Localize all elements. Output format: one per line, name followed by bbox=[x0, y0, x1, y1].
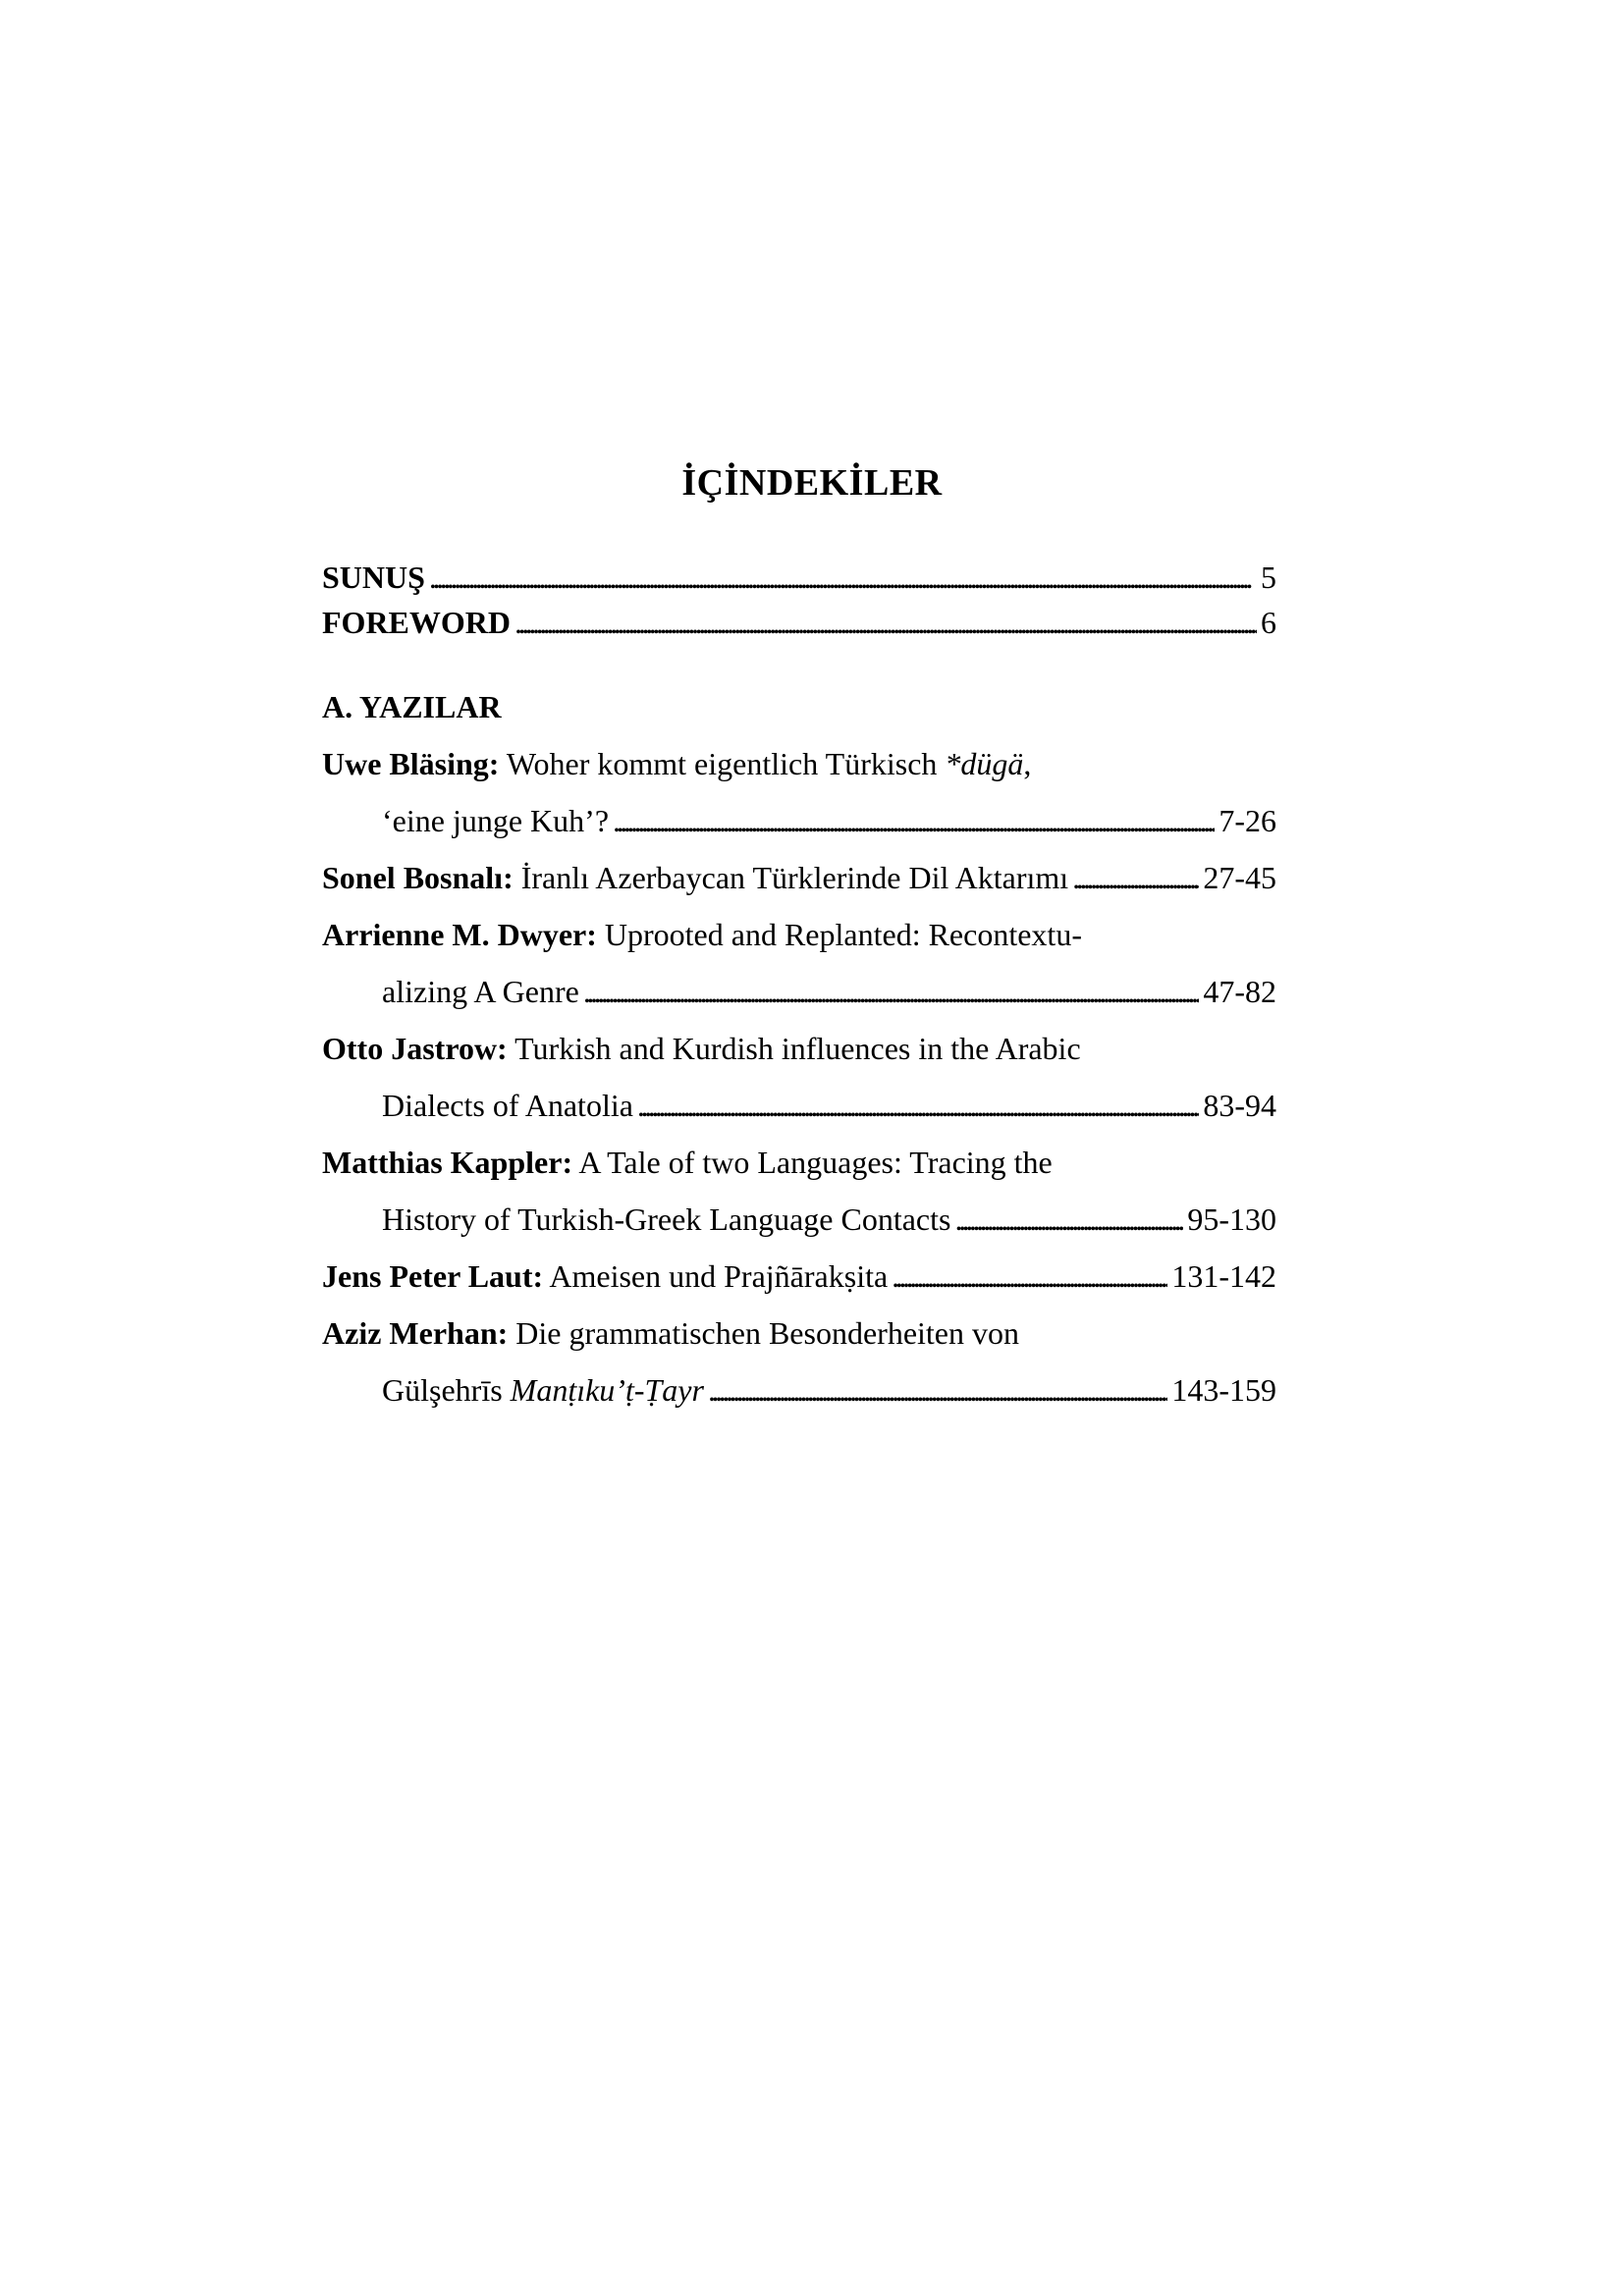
toc-page-number: 83-94 bbox=[1203, 1088, 1276, 1123]
toc-entry-title-punct: , bbox=[1023, 746, 1032, 781]
toc-author: Jens Peter Laut: bbox=[322, 1258, 544, 1294]
toc-entry-dwyer-line2[interactable] bbox=[382, 970, 1276, 1013]
toc-entry-title: alizing A Genre bbox=[382, 974, 579, 1009]
toc-entry-blaesing-line2[interactable] bbox=[382, 799, 1276, 842]
toc-author: Otto Jastrow: bbox=[322, 1031, 508, 1066]
toc-entry-label: SUNUŞ bbox=[322, 560, 425, 595]
toc-author: Aziz Merhan: bbox=[322, 1315, 509, 1351]
toc-entry-title-italic: *dügä bbox=[945, 746, 1024, 781]
dot-leader bbox=[583, 970, 1200, 1013]
toc-page-number: 143-159 bbox=[1171, 1372, 1276, 1408]
dot-leader bbox=[514, 601, 1257, 644]
dot-leader bbox=[708, 1368, 1167, 1412]
toc-page-number: 6 bbox=[1261, 605, 1276, 640]
toc-entry-kappler-line2[interactable] bbox=[382, 1198, 1276, 1241]
toc-entry-dwyer-line1[interactable] bbox=[322, 913, 1276, 956]
toc-author: Uwe Bläsing: bbox=[322, 746, 500, 781]
toc-entry-title: Gülşehrīs bbox=[382, 1372, 511, 1408]
toc-entry-title: Turkish and Kurdish influences in the Arabic bbox=[507, 1031, 1081, 1066]
dot-leader bbox=[429, 556, 1257, 599]
toc-page-number: 47-82 bbox=[1203, 974, 1276, 1009]
dot-leader bbox=[1072, 856, 1199, 899]
toc-entry-kappler-line1[interactable] bbox=[322, 1141, 1276, 1184]
toc-entry-jastrow-line1[interactable] bbox=[322, 1027, 1276, 1070]
toc-entry-jastrow-line2[interactable] bbox=[382, 1084, 1276, 1127]
toc-page-number: 27-45 bbox=[1203, 860, 1276, 895]
toc-entry-laut[interactable] bbox=[322, 1255, 1276, 1298]
dot-leader bbox=[637, 1084, 1199, 1127]
toc-entry-title: Uprooted and Replanted: Recontextu- bbox=[596, 917, 1082, 952]
dot-leader bbox=[954, 1198, 1183, 1241]
toc-author: Matthias Kappler: bbox=[322, 1145, 573, 1180]
toc-entry-title-italic: Manṭıku’ṭ-Ṭayr bbox=[510, 1372, 704, 1408]
toc-title: İÇİNDEKİLER bbox=[681, 462, 943, 504]
toc-entry-title: Ameisen und Prajñārakṣita bbox=[543, 1258, 889, 1294]
toc-author: Sonel Bosnalı: bbox=[322, 860, 514, 895]
toc-entry-title: Dialects of Anatolia bbox=[382, 1088, 633, 1123]
toc-entry-title: Die grammatischen Besonderheiten von bbox=[508, 1315, 1019, 1351]
toc-page-number: 5 bbox=[1261, 560, 1276, 595]
toc-entry-merhan-line1[interactable] bbox=[322, 1311, 1276, 1355]
toc-entry-title: A Tale of two Languages: Tracing the bbox=[572, 1145, 1053, 1180]
dot-leader bbox=[892, 1255, 1167, 1298]
toc-entry-title: Woher kommt eigentlich Türkisch bbox=[499, 746, 946, 781]
toc-author: Arrienne M. Dwyer: bbox=[322, 917, 597, 952]
toc-page-number: 95-130 bbox=[1187, 1201, 1276, 1237]
toc-entry-label: FOREWORD bbox=[322, 605, 511, 640]
toc-entry-bosnali[interactable] bbox=[322, 856, 1276, 899]
toc-entry-foreword[interactable] bbox=[322, 601, 1276, 644]
toc-entry-merhan-line2[interactable] bbox=[382, 1368, 1276, 1412]
section-heading: A. YAZILAR bbox=[322, 689, 502, 724]
toc-entry-blaesing-line1[interactable] bbox=[322, 742, 1276, 785]
dot-leader bbox=[613, 799, 1215, 842]
toc-entry-title: İranlı Azerbaycan Türklerinde Dil Aktarımı bbox=[513, 860, 1069, 895]
toc-entry-title: History of Turkish-Greek Language Contacts bbox=[382, 1201, 951, 1237]
toc-entry-sunus[interactable] bbox=[322, 556, 1276, 599]
toc-entry-title: ‘eine junge Kuh’? bbox=[382, 803, 610, 838]
toc-page-number: 7-26 bbox=[1218, 803, 1276, 838]
toc-page-number: 131-142 bbox=[1171, 1258, 1276, 1294]
